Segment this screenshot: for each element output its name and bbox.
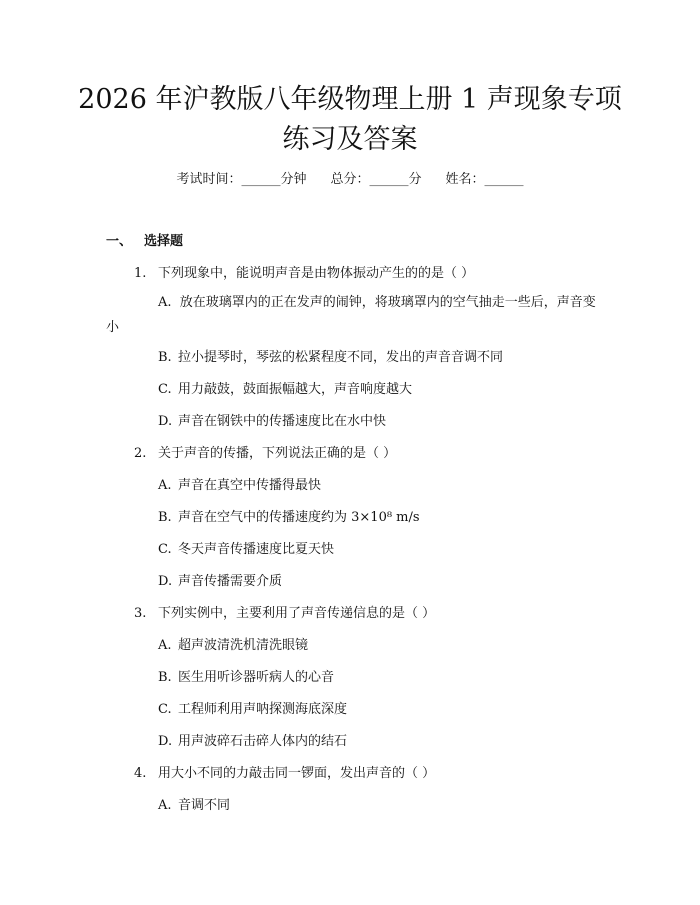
student-name-label: 姓名：______ [445, 172, 524, 187]
question-3-option-d [158, 730, 347, 749]
section-title: 选择题 [144, 234, 184, 249]
question-text: 关于声音的传播，下列说法正确的是（ ） [158, 446, 397, 461]
question-4-option-a [158, 794, 230, 813]
option-text: 声音在真空中传播得最快 [178, 478, 322, 493]
question-3-option-c [158, 698, 347, 717]
question-1-option-a [106, 290, 596, 340]
exam-info [0, 168, 700, 187]
section-number: 一、 [106, 234, 133, 249]
title-line-1: 2026 年沪教版八年级物理上册 1 声现象专项 [78, 84, 622, 115]
question-number: 3. [134, 606, 147, 621]
option-letter: C. [158, 702, 172, 717]
question-2-option-d [158, 570, 282, 589]
question-2-option-a [158, 474, 321, 493]
document-title [0, 80, 700, 160]
option-letter: D. [158, 414, 173, 429]
question-3-option-b [158, 666, 334, 685]
option-text: 用声波碎石击碎人体内的结石 [178, 734, 348, 749]
question-1 [134, 262, 474, 281]
option-text: 声音传播需要介质 [178, 574, 283, 589]
section-heading [106, 230, 183, 249]
option-letter: B. [158, 670, 172, 685]
option-text: 音调不同 [178, 798, 231, 813]
option-text: 医生用听诊器听病人的心音 [178, 670, 335, 685]
question-number: 4. [134, 766, 147, 781]
option-text: 用力敲鼓，鼓面振幅越大，声音响度越大 [178, 382, 413, 397]
option-letter: C. [158, 382, 172, 397]
question-number: 2. [134, 446, 147, 461]
question-2-option-c [158, 538, 334, 557]
option-text: 工程师利用声呐探测海底深度 [178, 702, 348, 717]
option-text: 声音在空气中的传播速度约为 3×10⁸ m/s [178, 510, 420, 525]
option-letter: D. [158, 734, 173, 749]
question-text: 下列实例中，主要利用了声音传递信息的是（ ） [158, 606, 436, 621]
option-letter: A. [158, 295, 172, 310]
option-letter: A. [158, 798, 172, 813]
total-score-label: 总分：______分 [330, 172, 422, 187]
option-letter: A. [158, 478, 172, 493]
question-3-option-a [158, 634, 308, 653]
exam-time-label: 考试时间：______分钟 [176, 172, 307, 187]
option-text: 冬天声音传播速度比夏天快 [178, 542, 335, 557]
option-letter: C. [158, 542, 172, 557]
question-text: 用大小不同的力敲击同一锣面，发出声音的（ ） [158, 766, 436, 781]
option-letter: B. [158, 350, 172, 365]
question-text: 下列现象中，能说明声音是由物体振动产生的的是（ ） [158, 266, 475, 281]
question-2-option-b [158, 506, 420, 525]
question-number: 1. [134, 266, 147, 281]
option-letter: A. [158, 638, 172, 653]
option-text: 超声波清洗机清洗眼镜 [178, 638, 309, 653]
question-2 [134, 442, 396, 461]
question-1-option-b [158, 346, 503, 365]
option-letter: B. [158, 510, 172, 525]
title-line-2: 练习及答案 [282, 124, 418, 155]
option-text: 放在玻璃罩内的正在发声的闹钟，将玻璃罩内的空气抽走一些后，声音变小 [106, 295, 596, 335]
question-4 [134, 762, 435, 781]
option-letter: D. [158, 574, 173, 589]
question-1-option-c [158, 378, 412, 397]
option-text: 声音在钢铁中的传播速度比在水中快 [178, 414, 387, 429]
question-1-option-d [158, 410, 386, 429]
question-3 [134, 602, 435, 621]
option-text: 拉小提琴时，琴弦的松紧程度不同，发出的声音音调不同 [178, 350, 504, 365]
